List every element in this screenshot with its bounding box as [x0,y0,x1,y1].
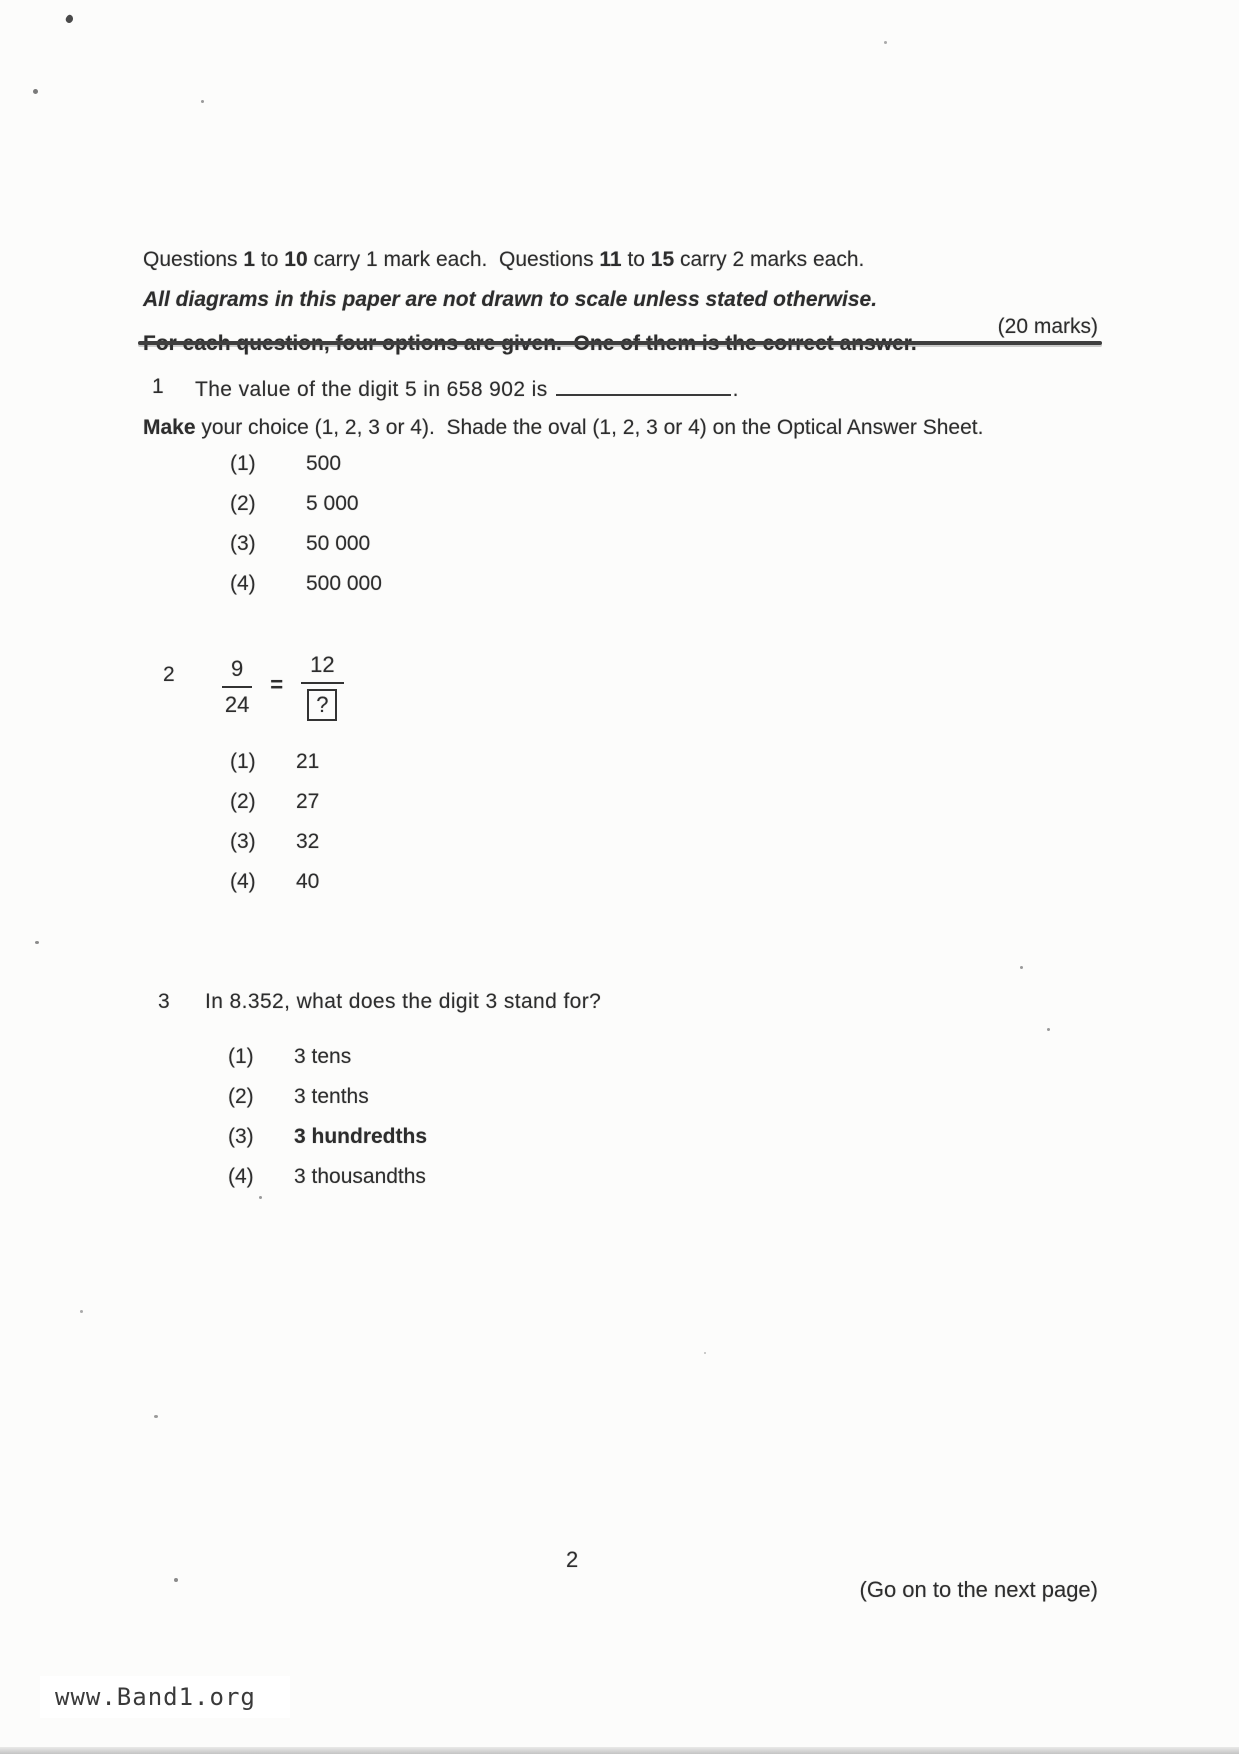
option-value: 3 hundredths [294,1125,428,1148]
question-3-option-3 [228,1125,427,1149]
option-label: (1) [230,452,256,475]
option-value: 27 [296,790,320,813]
scan-speck [80,1310,83,1313]
question-3-number: 3 [158,990,170,1013]
question-1-text: The value of the digit 5 in 658 902 is . [195,375,739,402]
scan-speck [201,100,204,103]
option-value: 21 [296,750,320,773]
scan-speck [64,14,74,25]
fraction-denominator: 24 [224,691,250,717]
option-label: (1) [230,750,256,773]
question-3-option-1 [228,1045,351,1069]
option-label: (4) [230,572,256,595]
section-divider-rule [138,341,1102,345]
question-3-text: In 8.352, what does the digit 3 stand for? [205,990,602,1013]
option-value: 40 [296,870,320,893]
scan-speck [704,1352,706,1354]
question-3-option-4 [228,1165,426,1189]
option-label: (3) [230,830,256,853]
question-1-number: 1 [152,375,164,398]
option-value: 3 thousandths [294,1165,426,1188]
option-value: 500 [306,452,342,475]
exam-instructions [143,190,1103,470]
fraction-lhs [222,656,252,718]
scan-bottom-edge [0,1747,1239,1754]
question-1-option-4 [230,572,382,596]
question-1-option-3 [230,532,370,556]
option-value: 3 tenths [294,1085,369,1108]
option-value: 3 tens [294,1045,352,1068]
fraction-rhs [301,652,343,721]
next-page-note: (Go on to the next page) [859,1577,1098,1602]
option-label: (2) [228,1085,254,1108]
question-1-option-2 [230,492,359,516]
section-marks: (20 marks) [997,315,1098,338]
option-value: 500 000 [306,572,382,595]
question-2-equation [222,652,344,721]
question-2-option-1 [230,750,319,774]
scan-speck [154,1415,158,1418]
option-label: (3) [228,1125,254,1148]
question-2-number: 2 [163,663,175,686]
question-2-option-2 [230,790,319,814]
answer-blank [556,375,731,396]
scan-speck [1020,966,1023,969]
scan-speck [174,1578,178,1582]
question-3-option-2 [228,1085,369,1109]
option-label: (2) [230,492,256,515]
option-label: (3) [230,532,256,555]
fraction-numerator: 12 [301,652,343,684]
unknown-value-box: ? [307,689,337,721]
watermark-strip [40,1676,290,1718]
option-value: 32 [296,830,320,853]
scale-disclaimer: All diagrams in this paper are not drawn to scale unless stated otherwise. [143,288,878,311]
scan-speck [1047,1028,1050,1031]
scan-speck [884,41,887,44]
fraction-numerator: 9 [222,656,252,688]
option-label: (4) [228,1165,254,1188]
option-value: 5 000 [306,492,359,515]
question-2-option-3 [230,830,319,854]
watermark-url: www.Band1.org [55,1683,256,1711]
page-number: 2 [566,1547,579,1572]
option-label: (2) [230,790,256,813]
scan-speck [35,941,39,944]
equals-sign: = [270,671,284,697]
scan-speck [259,1196,262,1199]
question-1-option-1 [230,452,341,476]
option-label: (1) [228,1045,254,1068]
question-2-option-4 [230,870,319,894]
instruction-line-1: Questions 1 to 10 carry 1 mark each. Questions 11 to 15 carry 2 marks each. [143,248,865,271]
option-value: 50 000 [306,532,371,555]
instruction-line-3: Make your choice (1, 2, 3 or 4). Shade the oval (1, 2, 3 or 4) on the Optical Answer Sheet. [143,416,984,439]
option-label: (4) [230,870,256,893]
scan-speck [33,89,38,94]
